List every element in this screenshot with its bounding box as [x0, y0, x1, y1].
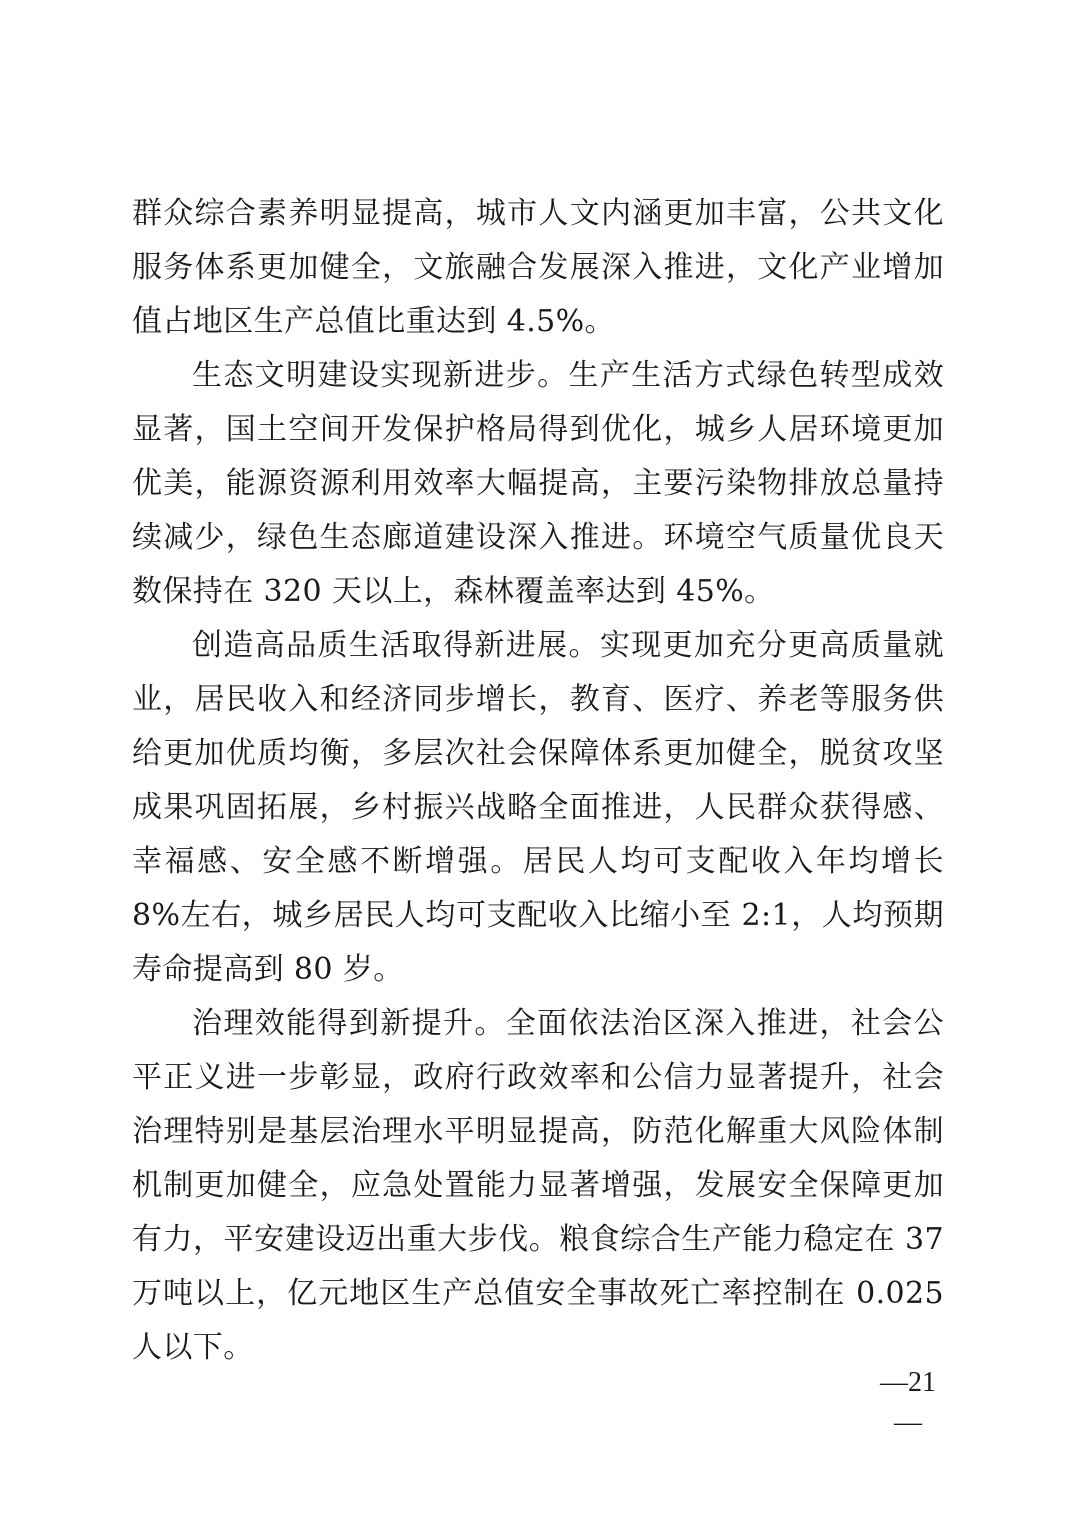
paragraph-ecological-civilization: 生态文明建设实现新进步。生产生活方式绿色转型成效显著，国土空间开发保护格局得到优化，城乡人居环境更加优美，能源资源利用效率大幅提高，主要污染物排放总量持续减少，绿色生态廊道建设深入推进。环境空气质量优良天数保持在 320 天以上，森林覆盖率达到 45%。 — [132, 358, 944, 609]
paragraph-quality-of-life: 创造高品质生活取得新进展。实现更加充分更高质量就业，居民收入和经济同步增长，教育、医疗、养老等服务供给更加优质均衡，多层次社会保障体系更加健全，脱贫攻坚成果巩固拓展，乡村振兴战略全面推进，人民群众获得感、幸福感、安全感不断增强。居民人均可支配收入年均增长 8%左右，城乡居民人均可支配收入比缩小至 2:1，人均预期寿命提高到 80 岁。 — [132, 628, 944, 987]
body-text — [132, 187, 944, 1375]
paragraph-culture-continued: 群众综合素养明显提高，城市人文内涵更加丰富，公共文化服务体系更加健全，文旅融合发展深入推进，文化产业增加值占地区生产总值比重达到 4.5%。 — [132, 196, 944, 339]
paragraph-governance-efficiency: 治理效能得到新提升。全面依法治区深入推进，社会公平正义进一步彰显，政府行政效率和公信力显著提升，社会治理特别是基层治理水平明显提高，防范化解重大风险体制机制更加健全，应急处置能力显著增强，发展安全保障更加有力，平安建设迈出重大步伐。粮食综合生产能力稳定在 37 万吨以上，亿元地区生产总值安全事故死亡率控制在 0.025 人以下。 — [132, 1006, 944, 1365]
page-number: —21— — [880, 1367, 936, 1438]
